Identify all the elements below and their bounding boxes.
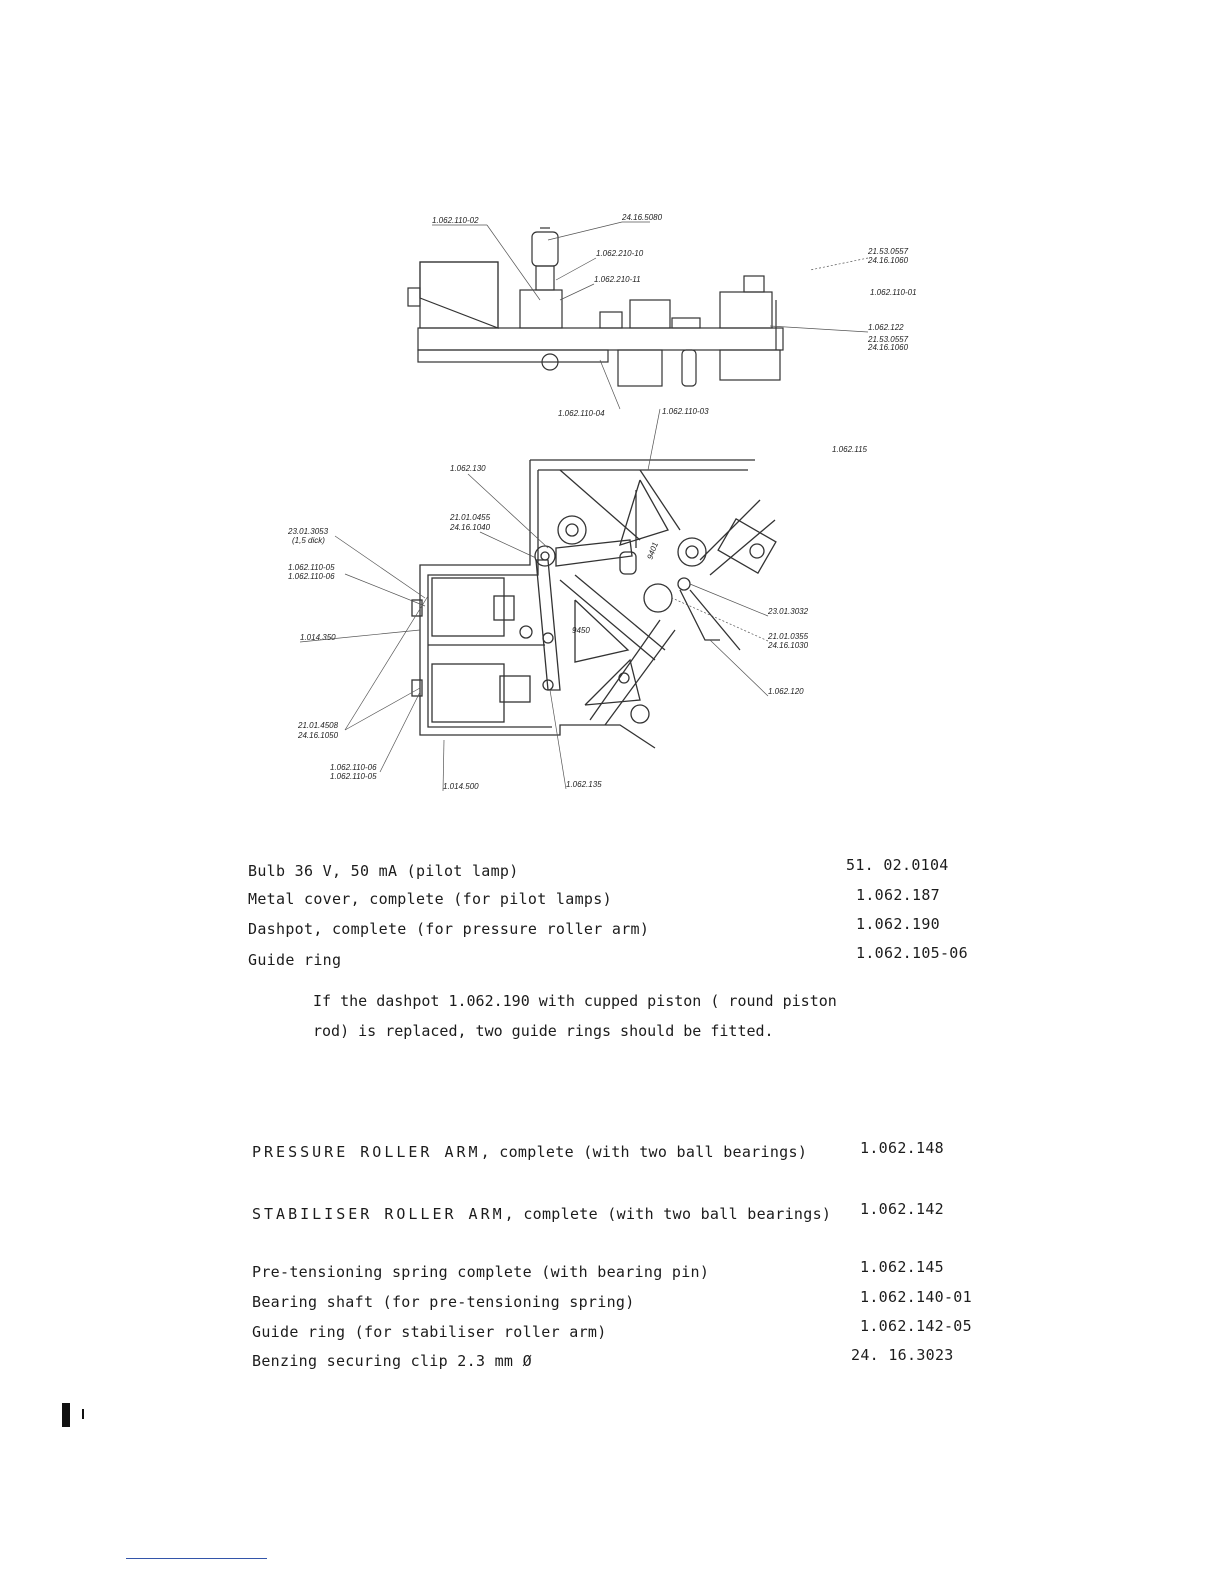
callout-label: 1.062.130 — [450, 464, 486, 473]
callout-label: 24.16.1040 — [450, 523, 491, 532]
callout-label: 23.01.3032 — [768, 607, 809, 616]
part-description: Pre-tensioning spring complete (with bearing pin) — [252, 1263, 710, 1281]
part-number: 1.062.190 — [856, 915, 940, 933]
callout-label: 1.014.350 — [300, 633, 336, 642]
callout-label: 23.01.3053 — [288, 527, 329, 536]
note-line: If the dashpot 1.062.190 with cupped piston ( round piston — [313, 992, 837, 1010]
margin-mark — [62, 1403, 70, 1427]
part-description: Benzing securing clip 2.3 mm Ø — [252, 1352, 532, 1370]
callout-label: 21.53.0557 — [868, 247, 909, 256]
part-number: 24. 16.3023 — [851, 1346, 954, 1364]
part-row — [252, 1288, 982, 1313]
top-view-drawing — [412, 460, 776, 748]
part-number: 51. 02.0104 — [846, 856, 949, 874]
part-number: 1.062.148 — [860, 1139, 944, 1157]
callout-label: 21.01.0355 — [768, 632, 809, 641]
part-description: Bulb 36 V, 50 mA (pilot lamp) — [248, 862, 519, 880]
part-description: Metal cover, complete (for pilot lamps) — [248, 890, 612, 908]
callout-label: 1.062.110-02 — [432, 216, 479, 225]
callout-label: 1.062.210-11 — [594, 275, 641, 284]
assembly-row — [252, 1139, 982, 1163]
callout-label: 21.01.0455 — [450, 513, 491, 522]
callout-label: 1.062.110-06 — [330, 763, 377, 772]
part-number: 1.062.142 — [860, 1200, 944, 1218]
part-row — [248, 915, 978, 940]
callout-label: 24.16.1060 — [868, 256, 909, 265]
callout-label: 1.062.110-06 — [288, 572, 335, 581]
assembly-description — [252, 1205, 831, 1223]
assembly-name: PRESSURE ROLLER ARM — [252, 1143, 481, 1161]
part-description: Bearing shaft (for pre-tensioning spring) — [252, 1293, 635, 1311]
callout-label: 21.01.4508 — [298, 721, 339, 730]
part-row — [248, 856, 978, 882]
callout-label: 24.16.1030 — [768, 641, 809, 650]
leader-lines — [300, 222, 868, 791]
callout-label: 1.062.210-10 — [596, 249, 644, 258]
assembly-detail: , complete (with two ball bearings) — [504, 1205, 832, 1223]
part-row — [252, 1317, 982, 1343]
callout-label: 9401 — [645, 540, 660, 561]
callout-label: 24.16.1060 — [868, 343, 909, 352]
callout-label: 1.062.110-04 — [558, 409, 605, 418]
part-number: 1.062.187 — [856, 886, 940, 904]
part-description: Dashpot, complete (for pressure roller arm) — [248, 920, 650, 938]
callout-label: 1.062.110-01 — [870, 288, 917, 297]
part-row — [252, 1346, 982, 1372]
callout-label: 1.062.122 — [868, 323, 904, 332]
callout-label: 1.062.120 — [768, 687, 804, 696]
part-number: 1.062.142-05 — [860, 1317, 972, 1335]
callout-label: (1,5 dick) — [292, 536, 325, 545]
part-row — [248, 886, 978, 910]
callout-label: 21.53.0557 — [868, 335, 909, 344]
callout-label: 1.062.110-05 — [330, 772, 377, 781]
assembly-row — [252, 1200, 982, 1225]
callout-label: 1.014.500 — [443, 782, 479, 791]
callout-label: 1.062.115 — [832, 445, 867, 454]
assembly-detail: , complete (with two ball bearings) — [480, 1143, 808, 1161]
part-number: 1.062.145 — [860, 1258, 944, 1276]
part-number: 1.062.105-06 — [856, 944, 968, 962]
callout-label: 24.16.1050 — [298, 731, 339, 740]
callout-label: 1.062.110-03 — [662, 407, 709, 416]
part-row — [248, 944, 978, 971]
callout-label: 24.16.5080 — [622, 213, 663, 222]
margin-tick — [82, 1409, 84, 1419]
note-line: rod) is replaced, two guide rings should be fitted. — [313, 1022, 774, 1040]
part-description: Guide ring (for stabiliser roller arm) — [252, 1323, 607, 1341]
assembly-name: STABILISER ROLLER ARM — [252, 1205, 505, 1223]
callout-label: 1.062.110-05 — [288, 563, 335, 572]
part-row — [252, 1258, 982, 1283]
footer-rule — [126, 1558, 267, 1559]
part-number: 1.062.140-01 — [860, 1288, 972, 1306]
callout-label: 1.062.135 — [566, 780, 602, 789]
callout-label: 9450 — [572, 626, 590, 635]
part-description: Guide ring — [248, 951, 342, 969]
assembly-description — [252, 1143, 807, 1161]
